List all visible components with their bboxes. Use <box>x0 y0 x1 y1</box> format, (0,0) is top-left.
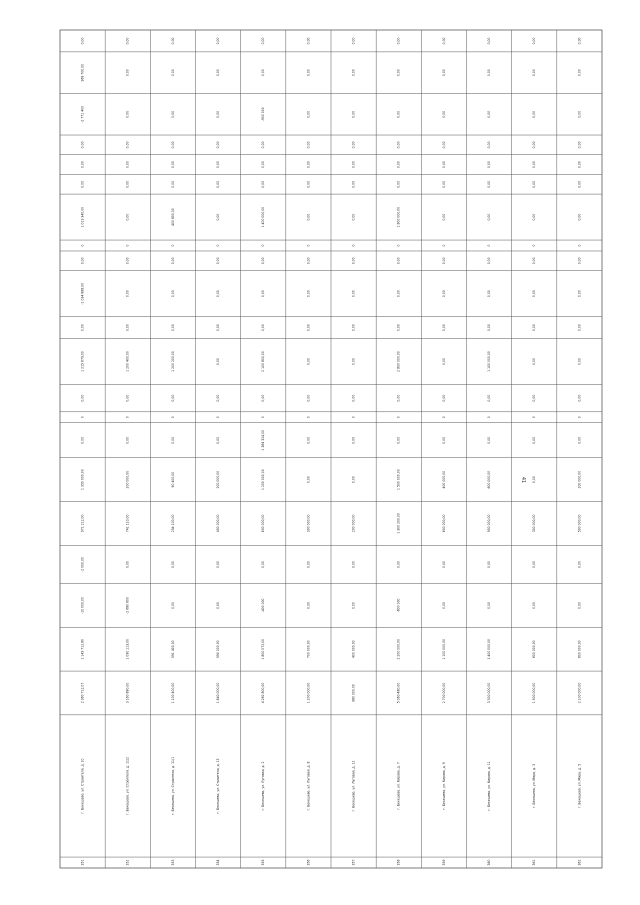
table-cell-c20: 0,00 <box>441 69 446 77</box>
table-cell-c17: 0,00 <box>125 161 130 169</box>
table-cell-c15: 0,00 <box>487 213 492 221</box>
table-cell-c21: 0,00 <box>80 37 85 45</box>
table-cell-c12: 0,00 <box>125 290 130 298</box>
table-cell-c8: 0 <box>125 416 130 419</box>
table-cell-c21: 0,00 <box>532 37 537 45</box>
table-grid <box>60 30 602 868</box>
table-cell-c11: 0,00 <box>216 324 221 332</box>
table-cell-c9: 0,00 <box>306 394 311 402</box>
table-cell-c4: 0,00 <box>351 560 356 568</box>
table-cell-c18: 0,00 <box>396 141 401 149</box>
table-cell-c14: 0 <box>170 244 175 247</box>
table-cell-c9: 0,00 <box>216 394 221 402</box>
table-cell-c18: 0,00 <box>351 141 356 149</box>
table-cell-c8: 0 <box>351 416 356 419</box>
table-cell-c6: 600 000,00 <box>487 470 492 489</box>
table-cell-c6: 1 350 000,00 <box>80 469 85 490</box>
table-cell-c6: 400 000,00 <box>441 470 446 489</box>
table-cell-c14: 0 <box>306 244 311 247</box>
table-cell-c16: 0,00 <box>80 180 85 188</box>
table-cell-c10: 1 100 000,00 <box>487 351 492 372</box>
table-cell-c15: 1 013 340,00 <box>80 206 85 228</box>
table-cell-c14: 0 <box>577 244 582 247</box>
table-cell-c13: 0,00 <box>261 257 266 265</box>
table-cell-c12: -1 034 888,00 <box>80 282 85 305</box>
table-cell-c19: 0,00 <box>441 110 446 118</box>
table-cell-c15: 1 400 000,00 <box>261 206 266 228</box>
table-cell-c3: 0,00 <box>351 601 356 609</box>
table-cell-c9: 0,00 <box>351 394 356 402</box>
table-cell-c3: 0,00 <box>306 601 311 609</box>
table-cell-c17: 0,00 <box>80 161 85 169</box>
table-cell-c10: 0,00 <box>351 358 356 365</box>
table-cell-address: г. Бекешево, ул. Мира, д. 3 <box>532 763 537 809</box>
table-cell-c9: 0,00 <box>577 394 582 402</box>
table-cell-address: г. Бекешево, ул. Строителя, д. 11/1 <box>170 756 175 815</box>
table-cell-address: г. Бекешево, ул. Луговая, д. 12 <box>351 760 356 812</box>
table-cell-c11: 0,00 <box>170 324 175 332</box>
table-cell-c16: 0,00 <box>396 180 401 188</box>
table-cell-c14: 0 <box>80 244 85 247</box>
table-cell-c19: 0,00 <box>306 110 311 118</box>
table-cell-c8: 0 <box>216 416 221 419</box>
table-cell-c9: 0,00 <box>80 394 85 402</box>
table-cell-c12: 0,00 <box>577 290 582 298</box>
table-cell-c3: -400 000 <box>261 598 266 613</box>
table-cell-c20: 0,00 <box>351 69 356 77</box>
table-cell-c2: 1 400 000,00 <box>487 638 492 660</box>
table-cell-c16: 0,00 <box>441 180 446 188</box>
table-cell-c14: 0 <box>487 244 492 247</box>
table-cell-c6: 1 200 000,00 <box>261 469 266 490</box>
table-cell-c10: 2 800 000,00 <box>396 351 401 372</box>
table-cell-c4: 0,00 <box>125 560 130 568</box>
table-cell-c7: 0,00 <box>577 436 582 444</box>
table-cell-c20: 0,00 <box>396 69 401 77</box>
table-cell-no: 357 <box>351 859 356 866</box>
table-cell-c19: 0,00 <box>125 110 130 118</box>
table-cell-c21: 0,00 <box>577 37 582 45</box>
table-cell-c7: 0,00 <box>80 436 85 444</box>
table-cell-c5: 1 300 200,00 <box>396 513 401 534</box>
table-cell-c19: 0,00 <box>577 110 582 118</box>
table-cell-c1: 1 640 000,00 <box>216 682 221 704</box>
table-cell-c3: -2 680 600 <box>125 597 130 614</box>
table-cell-c20: 969 700,00 <box>80 63 85 82</box>
table-cell-c1: 1 500 000,00 <box>532 682 537 704</box>
table-cell-c19: 0,00 <box>396 110 401 118</box>
table-cell-c11: 0,00 <box>261 324 266 332</box>
table-cell-c21: 0,00 <box>216 37 221 45</box>
table-cell-c19: 0,00 <box>170 110 175 118</box>
table-cell-address: г. Бекешево, ул. Строителя, д. 11/2 <box>125 756 130 815</box>
table-cell-c14: 0 <box>125 244 130 247</box>
table-cell-c21: 0,00 <box>351 37 356 45</box>
table-cell-address: г. Бекешево, ул. Мира, д. 5 <box>577 763 582 809</box>
table-cell-c2: 1 149 712,80 <box>80 638 85 660</box>
table-cell-c1: 2 700 000,00 <box>441 682 446 704</box>
table-cell-no: 360 <box>487 859 492 866</box>
table-cell-c10: 1 200 200,00 <box>170 351 175 372</box>
table-cell-c5: 200 000,00 <box>351 514 356 533</box>
table-cell-c3: 0,00 <box>216 601 221 609</box>
table-cell-c18: 0,00 <box>306 141 311 149</box>
table-cell-c6: 90 400,00 <box>170 471 175 488</box>
table-cell-c5: 900 000,00 <box>487 514 492 533</box>
table-cell-c7: 0,00 <box>532 436 537 444</box>
table-cell-c1: 5 060 480,00 <box>396 682 401 704</box>
page-number: 41 <box>520 476 527 484</box>
table-cell-no: 362 <box>577 859 582 866</box>
table-cell-c4: 0,00 <box>306 560 311 568</box>
table-cell-address: г. Бекешево, ул. Кирова, д. 7 <box>396 762 401 810</box>
table-cell-c17: 0,00 <box>170 161 175 169</box>
table-cell-c13: 0,00 <box>441 257 446 265</box>
table-cell-c10: 0,00 <box>532 358 537 365</box>
table-cell-c6: 200 000,00 <box>125 470 130 489</box>
table-cell-c19: 0,00 <box>351 110 356 118</box>
table-cell-c15: 0,00 <box>306 213 311 221</box>
table-cell-c19: 0,00 <box>532 110 537 118</box>
table-cell-c15: 0,00 <box>216 213 221 221</box>
table-cell-c10: 2 100 800,00 <box>261 351 266 372</box>
table-cell-c20: 0,00 <box>577 69 582 77</box>
table-cell-c18: 0,00 <box>532 141 537 149</box>
table-cell-no: 361 <box>532 859 537 866</box>
table-cell-no: 359 <box>441 859 446 866</box>
table-cell-no: 352 <box>125 859 130 866</box>
table-cell-c20: 0,00 <box>306 69 311 77</box>
table-cell-c11: 0,00 <box>396 324 401 332</box>
table-cell-c10: 1 215 679,00 <box>80 351 85 372</box>
table-cell-c7: 0,00 <box>441 436 446 444</box>
table-cell-c13: 0,00 <box>532 257 537 265</box>
table-cell-c16: 0,00 <box>487 180 492 188</box>
table-cell-c19: -900 000 <box>261 107 266 122</box>
table-cell-c7: 0,00 <box>306 436 311 444</box>
table-cell-c10: 1 200 400,00 <box>125 351 130 372</box>
table-cell-c2: 600 000,00 <box>532 640 537 659</box>
table-cell-c6: 1 500 000,00 <box>396 469 401 490</box>
table-cell-c12: 0,00 <box>216 290 221 298</box>
table-cell-c5: 300 000,00 <box>306 514 311 533</box>
table-cell-c14: 0 <box>396 244 401 247</box>
table-cell-c17: 0,00 <box>441 161 446 169</box>
table-cell-c4: 0,00 <box>577 560 582 568</box>
table-cell-c8: 0 <box>170 416 175 419</box>
table-cell-c17: 0,00 <box>216 161 221 169</box>
table-cell-c15: 0,00 <box>577 213 582 221</box>
table-cell-c15: 400 800,00 <box>170 208 175 226</box>
table-cell-c13: 0,00 <box>577 257 582 265</box>
table-cell-c21: 0,00 <box>170 37 175 45</box>
table-cell-c18: 0,00 <box>216 141 221 149</box>
table-cell-c12: 0,00 <box>261 290 266 298</box>
table-cell-c11: 0,00 <box>441 324 446 332</box>
table-cell-c12: 0,00 <box>532 290 537 298</box>
table-cell-c18: 0,00 <box>170 141 175 149</box>
table-cell-c18: 0,00 <box>261 141 266 149</box>
table-cell-c15: 0,00 <box>441 213 446 221</box>
table-cell-c17: 0,00 <box>532 161 537 169</box>
table-cell-c1: 3 160 880,00 <box>125 682 130 704</box>
table-cell-c8: 0 <box>306 416 311 419</box>
table-cell-c20: 0,00 <box>261 69 266 77</box>
table-cell-c20: 0,00 <box>532 69 537 77</box>
table-cell-c13: 0,00 <box>306 257 311 265</box>
table-cell-c9: 0,00 <box>125 394 130 402</box>
table-cell-c15: 0,00 <box>125 213 130 221</box>
table-cell-c8: 0 <box>80 416 85 419</box>
table-cell-c14: 0 <box>216 244 221 247</box>
table-cell-c18: 0,00 <box>577 141 582 149</box>
table-cell-c7: 0,00 <box>396 436 401 444</box>
table-cell-c12: 0,00 <box>441 290 446 298</box>
table-cell-c9: 0,00 <box>396 394 401 402</box>
table-cell-c20: 0,00 <box>487 69 492 77</box>
table-cell-c3: -600 000 <box>396 598 401 613</box>
table-cell-c16: 0,00 <box>170 180 175 188</box>
table-cell-c3: 0,00 <box>170 601 175 609</box>
table-cell-c4: 0,00 <box>532 560 537 568</box>
table-cell-c15: 0,00 <box>532 213 537 221</box>
table-cell-c20: 0,00 <box>125 69 130 77</box>
table-cell-c16: 0,00 <box>125 180 130 188</box>
table-cell-c5: 600 000,00 <box>441 514 446 533</box>
table-cell-c21: 0,00 <box>487 37 492 45</box>
table-cell-c21: 0,00 <box>306 37 311 45</box>
table-cell-c13: 0,00 <box>216 257 221 265</box>
table-cell-c5: 400 000,00 <box>216 514 221 533</box>
table-cell-c10: 0,00 <box>577 358 582 365</box>
table-cell-c5: 254 100,00 <box>170 514 175 533</box>
table-cell-c17: 0,00 <box>577 161 582 169</box>
table-cell-c4: 0,00 <box>487 560 492 568</box>
table-cell-c7: 0,00 <box>170 436 175 444</box>
table-cell-c14: 0 <box>532 244 537 247</box>
table-cell-no: 356 <box>306 859 311 866</box>
table-cell-c11: 0,00 <box>577 324 582 332</box>
table-cell-c10: 0,00 <box>306 358 311 365</box>
table-cell-c7: 0,00 <box>487 436 492 444</box>
table-cell-c2: 1 100 000,00 <box>441 638 446 660</box>
table-cell-c21: 0,00 <box>396 37 401 45</box>
table-cell-c12: 0,00 <box>487 290 492 298</box>
table-cell-c6: 200 000,00 <box>577 470 582 489</box>
table-cell-c14: 0 <box>441 244 446 247</box>
table-cell-c8: 0 <box>441 416 446 419</box>
table-cell-c4: 0,00 <box>396 560 401 568</box>
table-cell-c18: 0,00 <box>80 141 85 149</box>
table-cell-address: г. Бекешево, ул. Строителя, д. 10 <box>80 758 85 814</box>
table-cell-c12: 0,00 <box>170 290 175 298</box>
table-cell-c7: 0,00 <box>216 436 221 444</box>
table-cell-c12: 0,00 <box>351 290 356 298</box>
table-cell-c4: 0,00 <box>170 560 175 568</box>
table-cell-c18: 0,00 <box>487 141 492 149</box>
table-cell-c16: 0,00 <box>306 180 311 188</box>
table-cell-c10: 0,00 <box>441 358 446 365</box>
table-cell-c9: 0,00 <box>532 394 537 402</box>
table-cell-c12: 0,00 <box>396 290 401 298</box>
table-cell-c8: 0 <box>532 416 537 419</box>
table-cell-no: 355 <box>261 859 266 866</box>
table-cell-c19: -2 771 400 <box>80 105 85 123</box>
table-cell-c11: 0,00 <box>532 324 537 332</box>
table-cell-c19: 0,00 <box>487 110 492 118</box>
table-cell-c4: 0,00 <box>216 560 221 568</box>
table-cell-c17: 0,00 <box>396 161 401 169</box>
table-cell-no: 354 <box>216 859 221 866</box>
table-cell-c9: 0,00 <box>487 394 492 402</box>
table-cell-c8: 0 <box>577 416 582 419</box>
table-cell-c21: 0,00 <box>125 37 130 45</box>
table-cell-c20: 0,00 <box>216 69 221 77</box>
table-cell-c17: 0,00 <box>306 161 311 169</box>
table-cell-c7: 0,00 <box>351 436 356 444</box>
table-cell-c13: 0,00 <box>351 257 356 265</box>
table-cell-c1: 1 200 000,00 <box>306 682 311 704</box>
table-cell-c21: 0,00 <box>261 37 266 45</box>
table-cell-c2: 800 000,00 <box>577 640 582 659</box>
table-cell-c16: 0,00 <box>532 180 537 188</box>
table-cell-c8: 0 <box>261 416 266 419</box>
table-cell-c13: 0,00 <box>170 257 175 265</box>
table-cell-c11: 0,00 <box>125 324 130 332</box>
table-cell-c13: 0,00 <box>396 257 401 265</box>
table-cell-c5: 741 110,00 <box>125 514 130 533</box>
table-cell-c14: 0 <box>261 244 266 247</box>
table-cell-c5: 500 000,00 <box>577 514 582 533</box>
table-cell-c6: 0,00 <box>306 476 311 484</box>
table-cell-c3: 0,00 <box>441 601 446 609</box>
table-cell-c2: 400 000,00 <box>351 640 356 659</box>
table-cell-no: 353 <box>170 859 175 866</box>
table-cell-c9: 0,00 <box>441 394 446 402</box>
table-cell-c1: 980 000,00 <box>351 684 356 702</box>
table-cell-c4: -2 000,00 <box>80 556 85 572</box>
table-cell-c3: -10 000,00 <box>80 597 85 614</box>
table-cell-c15: 1 800 000,00 <box>396 206 401 228</box>
table-cell-c16: 0,00 <box>351 180 356 188</box>
table-cell-c7: 1 364 324,00 <box>261 429 266 451</box>
table-cell-c3: 0,00 <box>577 601 582 609</box>
table-cell-c16: 0,00 <box>577 180 582 188</box>
table-cell-c18: 0,00 <box>125 141 130 149</box>
table-cell-c1: 2 360 712,07 <box>80 682 85 704</box>
table-cell-c11: 0,00 <box>306 324 311 332</box>
table-cell-c17: 0,00 <box>487 161 492 169</box>
table-cell-c20: 0,00 <box>170 69 175 77</box>
table-cell-c5: 300 000,00 <box>532 514 537 533</box>
table-cell-address: г. Бекешево, ул. Строителя, д. 13 <box>216 758 221 814</box>
table-cell-c17: 0,00 <box>261 161 266 169</box>
table-cell-c12: 0,00 <box>306 290 311 298</box>
table-cell-address: г. Бекешево, ул. Луговая, д. 2 <box>261 761 266 811</box>
table-cell-c19: 0,00 <box>216 110 221 118</box>
table-cell-c2: 591 400,00 <box>170 640 175 659</box>
table-cell-c11: 0,00 <box>80 324 85 332</box>
table-cell-c3: 0,00 <box>532 601 537 609</box>
table-cell-c13: 0,00 <box>80 257 85 265</box>
table-cell-c5: 600 000,00 <box>261 514 266 533</box>
table-cell-c8: 0 <box>396 416 401 419</box>
table-cell-c11: 0,00 <box>351 324 356 332</box>
table-cell-address: г. Бекешево, ул. Кирова, д. 9 <box>441 762 446 810</box>
table-cell-c21: 0,00 <box>441 37 446 45</box>
table-cell-address: г. Бекешево, ул. Луговая, д. 8 <box>306 761 311 811</box>
table-cell-c1: 2 100 000,00 <box>577 682 582 704</box>
table-cell-c6: 200 000,00 <box>216 470 221 489</box>
table-cell-address: г. Бекешево, ул. Кирова, д. 11 <box>487 761 492 811</box>
table-cell-c2: 1 090 113,00 <box>125 638 130 660</box>
table-cell-c15: 0,00 <box>351 213 356 221</box>
table-cell-no: 358 <box>396 859 401 866</box>
table-cell-c13: 0,00 <box>125 257 130 265</box>
table-cell-c5: 971 212,00 <box>80 514 85 533</box>
table-cell-c16: 0,00 <box>261 180 266 188</box>
table-cell-c6: 0,00 <box>532 476 537 484</box>
table-cell-c1: 1 100 400,00 <box>170 682 175 704</box>
table-cell-c6: 0,00 <box>351 476 356 484</box>
table-cell-c1: 4 282 800,00 <box>261 682 266 704</box>
table-cell-c13: 0,00 <box>487 257 492 265</box>
table-cell-c7: 0,00 <box>125 436 130 444</box>
table-cell-c8: 0 <box>487 416 492 419</box>
table-cell-c1: 3 300 000,00 <box>487 682 492 704</box>
table-cell-no: 351 <box>80 859 85 866</box>
table-cell-c11: 0,00 <box>487 324 492 332</box>
table-cell-c16: 0,00 <box>216 180 221 188</box>
table-cell-c4: 0,00 <box>441 560 446 568</box>
table-cell-c2: 2 200 000,00 <box>396 638 401 660</box>
table-cell-c4: 0,00 <box>261 560 266 568</box>
table-cell-c3: 0,00 <box>487 601 492 609</box>
table-cell-c9: 0,00 <box>261 394 266 402</box>
table-cell-c2: 590 000,00 <box>216 640 221 659</box>
table-cell-c17: 0,00 <box>351 161 356 169</box>
table-cell-c2: 1 800 072,00 <box>261 638 266 660</box>
table-cell-c2: 700 000,00 <box>306 640 311 659</box>
table-cell-c10: 0,00 <box>216 358 221 365</box>
table-cell-c18: 0,00 <box>441 141 446 149</box>
table-cell-c9: 0,00 <box>170 394 175 402</box>
table-cell-c14: 0 <box>351 244 356 247</box>
